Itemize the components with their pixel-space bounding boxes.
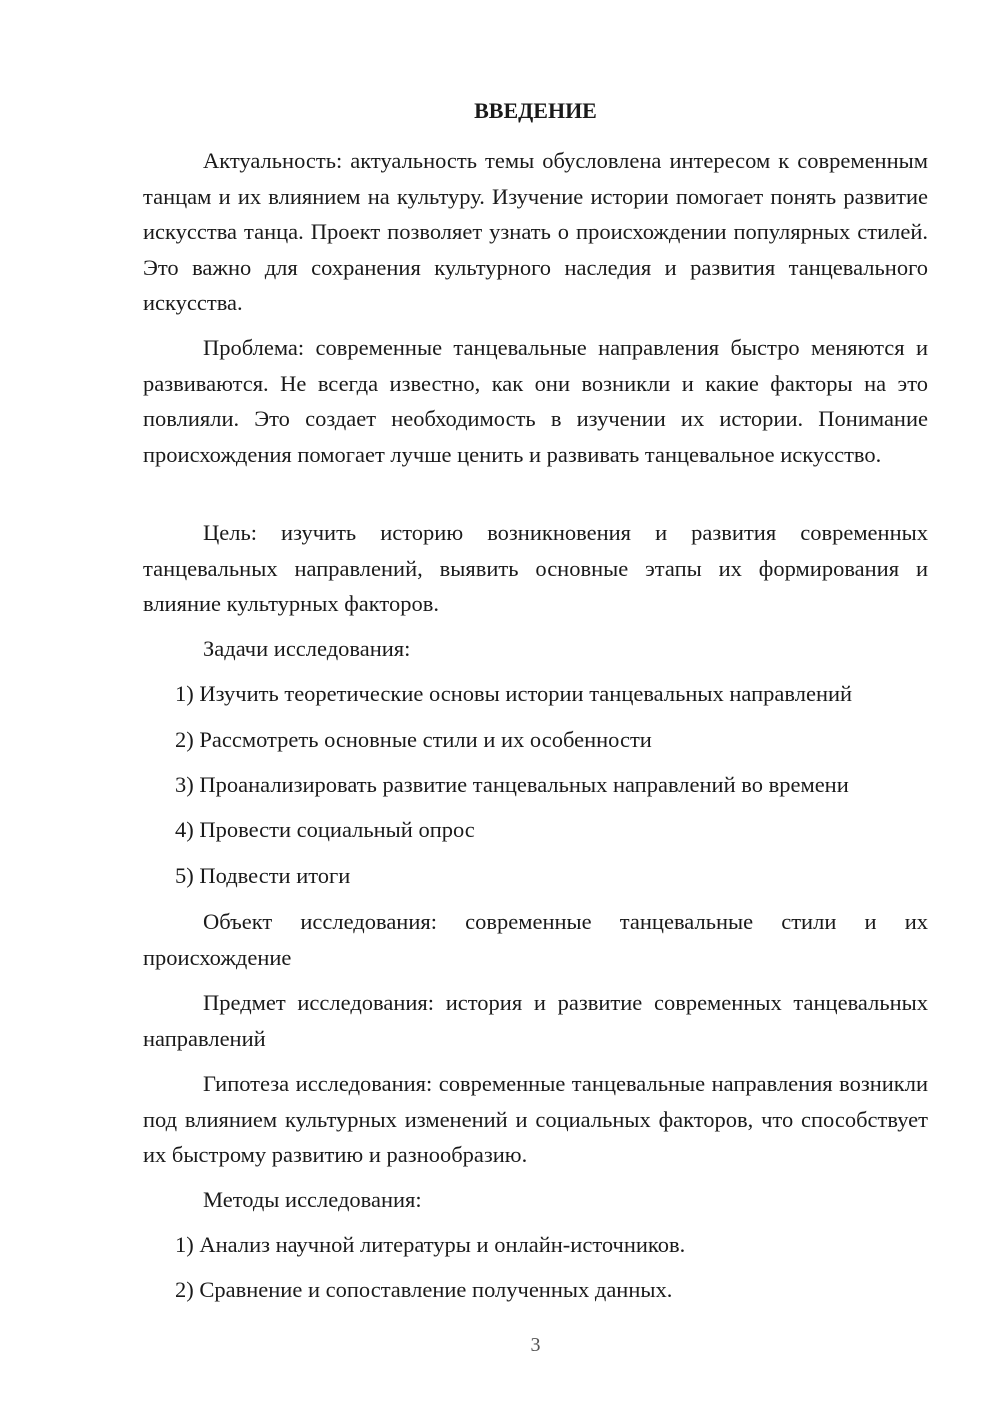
section-title: ВВЕДЕНИЕ bbox=[474, 98, 597, 123]
methods-heading: Методы исследования: bbox=[203, 1187, 422, 1212]
task-item-4: 4) Провести социальный опрос bbox=[175, 817, 475, 842]
method-item-1: 1) Анализ научной литературы и онлайн-источников. bbox=[175, 1232, 686, 1257]
task-item-2: 2) Рассмотреть основные стили и их особенности bbox=[175, 727, 652, 752]
method-item-2: 2) Сравнение и сопоставление полученных данных. bbox=[175, 1277, 673, 1302]
object-paragraph: Объект исследования: современные танцевальные стили и их происхождение bbox=[143, 909, 928, 970]
relevance-paragraph: Актуальность: актуальность темы обусловлена интересом к современным танцам и их влиянием на культуру. Изучение истории помогает понять развитие искусства танца. Проект позволяет узнать о происхождении популярных стилей. Это важно для сохранения культурного наследия и развития танцевального искусства. bbox=[143, 148, 928, 315]
task-item-5: 5) Подвести итоги bbox=[175, 863, 351, 888]
task-item-1: 1) Изучить теоретические основы истории танцевальных направлений bbox=[175, 681, 853, 706]
subject-paragraph: Предмет исследования: история и развитие современных танцевальных направлений bbox=[143, 990, 928, 1051]
problem-paragraph: Проблема: современные танцевальные направления быстро меняются и развиваются. Не всегда известно, как они возникли и какие факторы на это повлияли. Это создает необходимость в изучении их истории. Понимание происхождения помогает лучше ценить и развивать танцевальное искусство. bbox=[143, 335, 928, 467]
tasks-heading: Задачи исследования: bbox=[203, 636, 411, 661]
goal-paragraph: Цель: изучить историю возникновения и развития современных танцевальных направлений, выявить основные этапы их формирования и влияние культурных факторов. bbox=[143, 520, 928, 616]
hypothesis-paragraph: Гипотеза исследования: современные танцевальные направления возникли под влиянием культурных изменений и социальных факторов, что способствует их быстрому развитию и разнообразию. bbox=[143, 1071, 928, 1167]
page-number: 3 bbox=[530, 1334, 541, 1356]
task-item-3: 3) Проанализировать развитие танцевальных направлений во времени bbox=[175, 772, 849, 797]
